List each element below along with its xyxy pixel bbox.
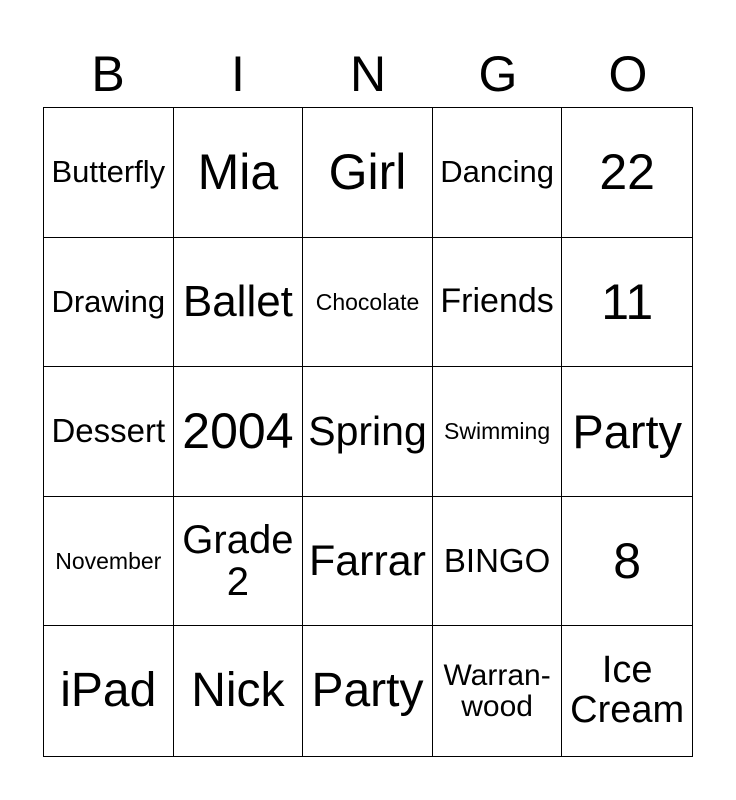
bingo-cell[interactable]: iPad xyxy=(44,626,174,756)
bingo-cell[interactable]: Spring xyxy=(303,367,433,497)
bingo-cell[interactable]: 8 xyxy=(562,497,692,627)
bingo-cell[interactable]: Friends xyxy=(433,238,563,368)
bingo-cell[interactable]: 22 xyxy=(562,108,692,238)
bingo-cell[interactable]: Butterfly xyxy=(44,108,174,238)
bingo-cell[interactable]: Ballet xyxy=(174,238,304,368)
header-letter-i: I xyxy=(231,46,245,102)
bingo-cell[interactable]: 2004 xyxy=(174,367,304,497)
bingo-header xyxy=(43,42,693,106)
bingo-cell[interactable]: Warran- wood xyxy=(433,626,563,756)
bingo-cell[interactable]: BINGO xyxy=(433,497,563,627)
bingo-cell[interactable]: Nick xyxy=(174,626,304,756)
bingo-cell[interactable]: Grade 2 xyxy=(174,497,304,627)
header-letter-o: O xyxy=(608,46,648,102)
bingo-cell[interactable]: Dessert xyxy=(44,367,174,497)
header-letter-b: B xyxy=(91,46,125,102)
bingo-cell[interactable]: Ice Cream xyxy=(570,649,685,732)
bingo-cell[interactable]: November xyxy=(44,497,174,627)
bingo-cell[interactable]: Farrar xyxy=(303,497,433,627)
bingo-cell[interactable]: Party xyxy=(562,367,692,497)
header-letter-g: G xyxy=(478,46,518,102)
bingo-cell[interactable]: Girl xyxy=(303,108,433,238)
bingo-cell[interactable]: Drawing xyxy=(44,238,174,368)
bingo-cell[interactable]: 11 xyxy=(562,238,692,368)
bingo-cell[interactable]: Dancing xyxy=(433,108,563,238)
header-letter-n: N xyxy=(349,46,387,102)
bingo-cell[interactable]: Party xyxy=(303,626,433,756)
bingo-grid xyxy=(43,107,693,757)
bingo-cell[interactable]: Swimming xyxy=(433,367,563,497)
bingo-cell[interactable]: Mia xyxy=(174,108,304,238)
bingo-cell[interactable]: Chocolate xyxy=(303,238,433,368)
